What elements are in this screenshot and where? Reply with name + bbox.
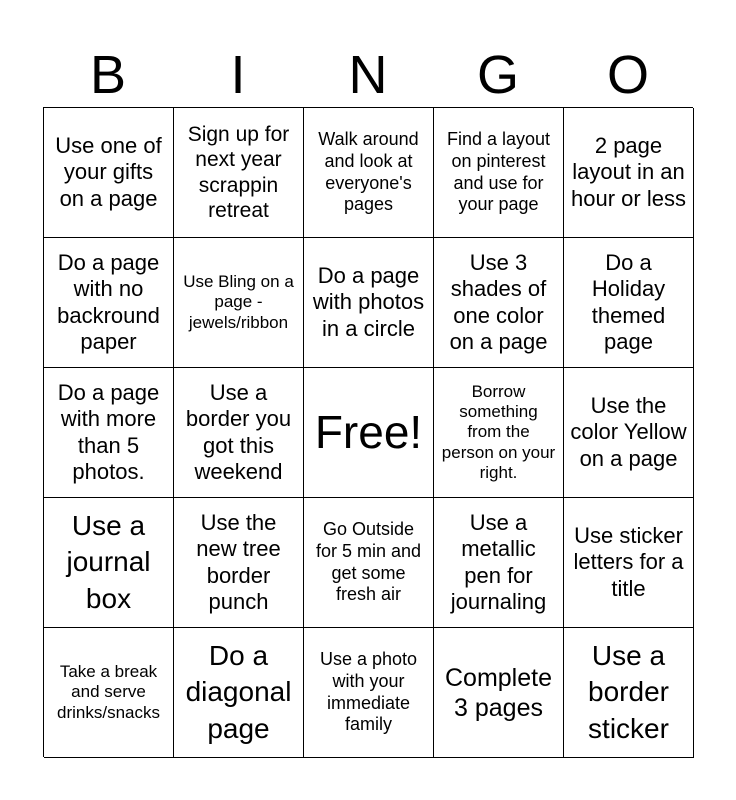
bingo-cell-r1-c5: 2 page layout in an hour or less [564, 108, 694, 238]
bingo-cell-free-space: Free! [304, 368, 434, 498]
bingo-board [43, 107, 693, 757]
bingo-cell-r3-c1: Do a page with more than 5 photos. [44, 368, 174, 498]
bingo-cell-r1-c2: Sign up for next year scrappin retreat [174, 108, 304, 238]
bingo-cell-r2-c4: Use 3 shades of one color on a page [434, 238, 564, 368]
bingo-cell-r2-c5: Do a Holiday themed page [564, 238, 694, 368]
bingo-cell-r5-c4: Complete 3 pages [434, 628, 564, 758]
bingo-cell-r3-c5: Use the color Yellow on a page [564, 368, 694, 498]
bingo-cell-r2-c2: Use Bling on a page - jewels/ribbon [174, 238, 304, 368]
bingo-header [43, 44, 693, 106]
bingo-cell-r1-c3: Walk around and look at everyone's pages [304, 108, 434, 238]
bingo-cell-r5-c3: Use a photo with your immediate family [304, 628, 434, 758]
header-letter-b: B [89, 45, 127, 105]
bingo-cell-r2-c1: Do a page with no backround paper [44, 238, 174, 368]
header-letter-n: N [348, 45, 388, 105]
bingo-cell-r1-c4: Find a layout on pinterest and use for your page [434, 108, 564, 238]
bingo-cell-r4-c2: Use the new tree border punch [174, 498, 304, 628]
bingo-cell-r4-c5: Use sticker letters for a title [564, 498, 694, 628]
bingo-cell-r4-c3: Go Outside for 5 min and get some fresh air [304, 498, 434, 628]
header-letter-i: I [230, 45, 246, 105]
bingo-cell-r5-c2: Do a diagonal page [174, 628, 304, 758]
bingo-cell-r4-c4: Use a metallic pen for journaling [434, 498, 564, 628]
bingo-cell-r5-c5: Use a border sticker [564, 628, 694, 758]
header-letter-o: O [606, 45, 649, 105]
header-letter-g: G [476, 45, 519, 105]
bingo-cell-r1-c1: Use one of your gifts on a page [44, 108, 174, 238]
bingo-cell-r5-c1: Take a break and serve drinks/snacks [44, 628, 174, 758]
bingo-cell-r4-c1: Use a journal box [44, 498, 174, 628]
bingo-cell-r3-c2: Use a border you got this weekend [174, 368, 304, 498]
bingo-cell-r2-c3: Do a page with photos in a circle [304, 238, 434, 368]
bingo-cell-r3-c4: Borrow something from the person on your right. [434, 368, 564, 498]
